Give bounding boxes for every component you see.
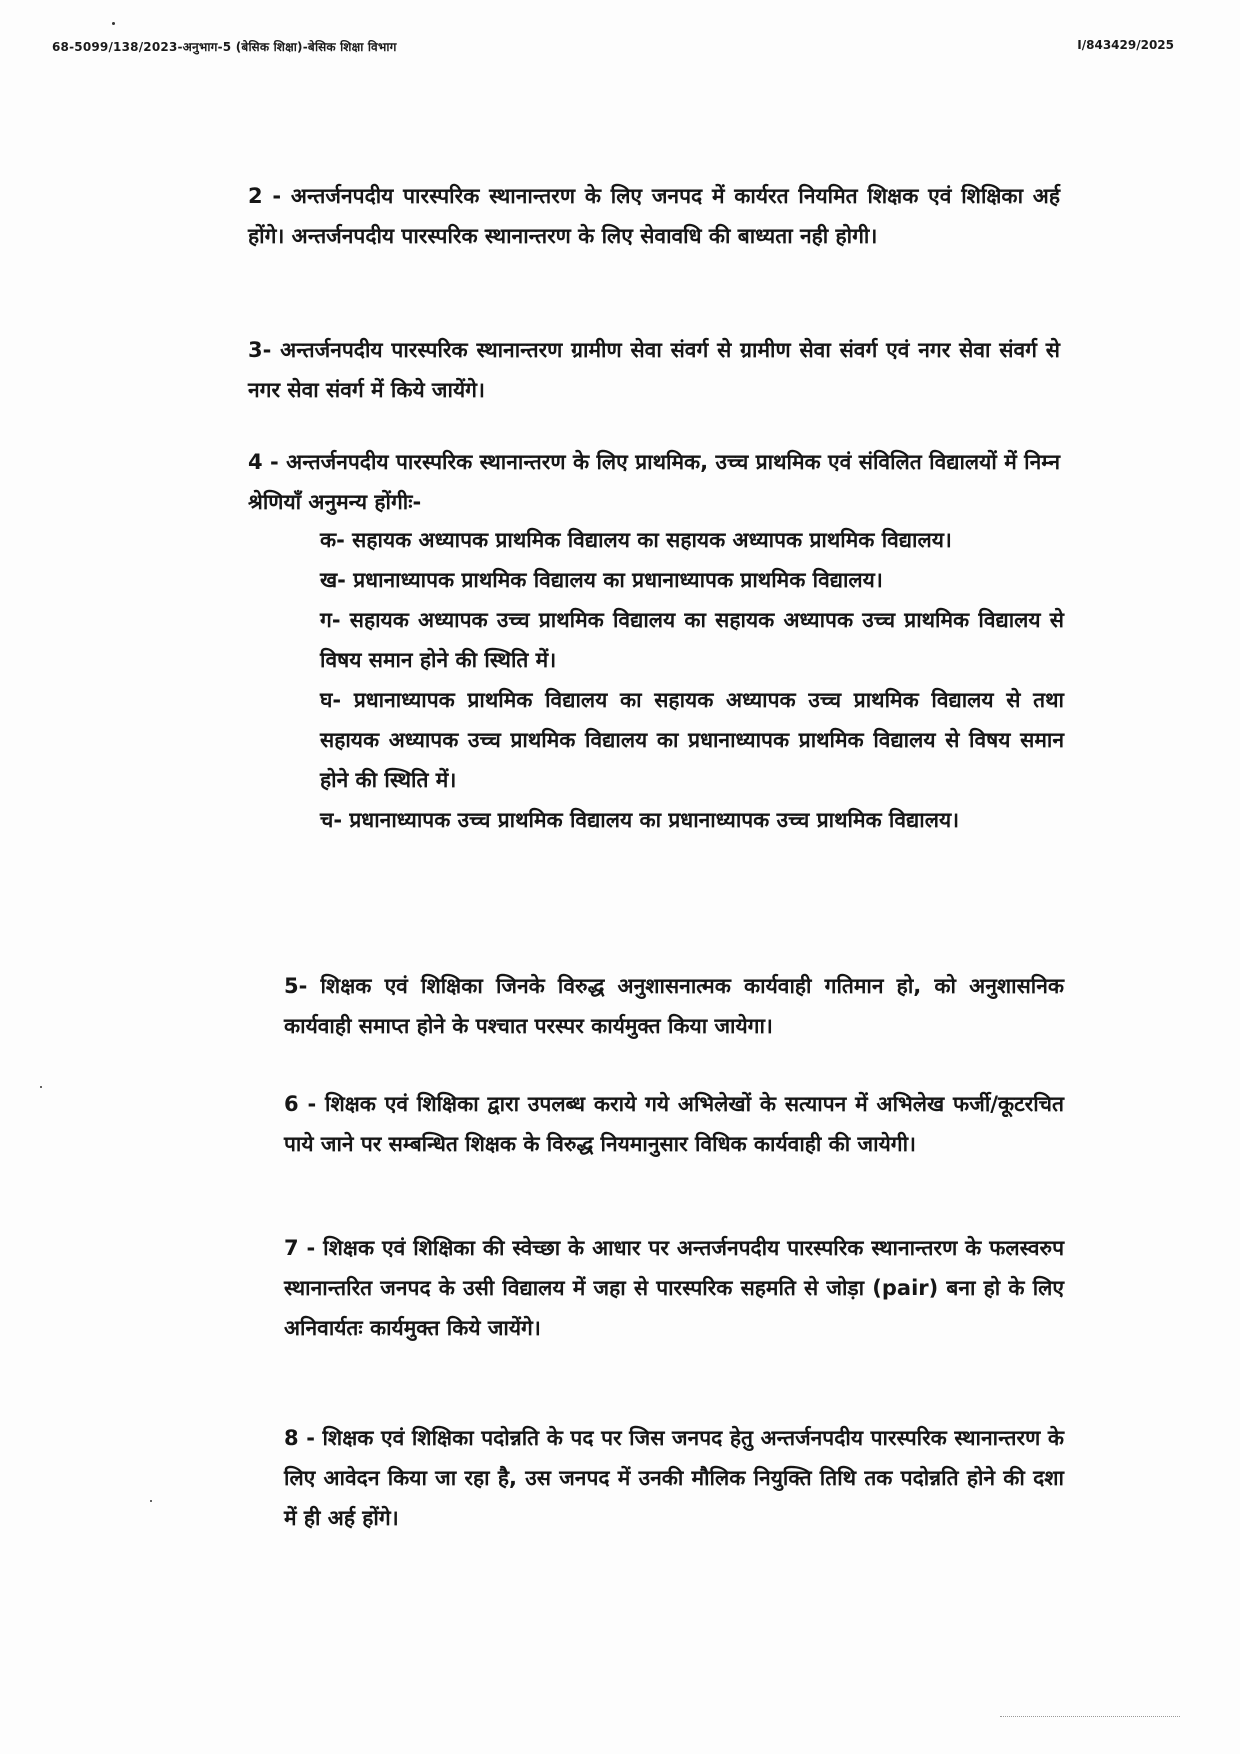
paragraph-8: [284, 1418, 1064, 1538]
scan-speck: [40, 1086, 42, 1088]
paragraph-3: [248, 330, 1060, 410]
paragraph-4-text: 4 - अन्तर्जनपदीय पारस्परिक स्थानान्तरण के लिए प्राथमिक, उच्च प्राथमिक एवं संविलित विद्यालयों में निम्न श्रेणियाँ अनुमन्य होंगीः-: [248, 450, 1060, 514]
scan-edge-mark: [1000, 1716, 1180, 1718]
paragraph-7: [284, 1228, 1064, 1348]
paragraph-5-text: 5- शिक्षक एवं शिक्षिका जिनके विरुद्ध अनुशासनात्मक कार्यवाही गतिमान हो, को अनुशासनिक कार्यवाही समाप्त होने के पश्चात परस्पर कार्यमुक्त किया जायेगा।: [284, 974, 1064, 1038]
category-item-ka: क- सहायक अध्यापक प्राथमिक विद्यालय का सहायक अध्यापक प्राथमिक विद्यालय।: [320, 528, 952, 552]
paragraph-7-text: 7 - शिक्षक एवं शिक्षिका की स्वेच्छा के आधार पर अन्तर्जनपदीय पारस्परिक स्थानान्तरण के फलस्वरुप स्थानान्तरित जनपद के उसी विद्यालय में जहा से पारस्परिक सहमति से जोड़ा (pair) बना हो के लिए अनिवार्यतः कार्यमुक्त किये जायेंगे।: [284, 1236, 1064, 1340]
paragraph-3-text: 3- अन्तर्जनपदीय पारस्परिक स्थानान्तरण ग्रामीण सेवा संवर्ग से ग्रामीण सेवा संवर्ग एवं नगर सेवा संवर्ग से नगर सेवा संवर्ग में किये जायेंगे।: [248, 338, 1060, 402]
document-number-header: I/843429/2025: [1077, 38, 1174, 52]
file-reference-header: 68-5099/138/2023-अनुभाग-5 (बेसिक शिक्षा)-बेसिक शिक्षा विभाग: [52, 40, 397, 54]
paragraph-2: [248, 176, 1060, 256]
paragraph-2-text: 2 - अन्तर्जनपदीय पारस्परिक स्थानान्तरण के लिए जनपद में कार्यरत नियमित शिक्षक एवं शिक्षिका अर्ह होंगे। अन्तर्जनपदीय पारस्परिक स्थानान्तरण के लिए सेवावधि की बाध्यता नही होगी।: [248, 184, 1060, 248]
category-item-gha: घ- प्रधानाध्यापक प्राथमिक विद्यालय का सहायक अध्यापक उच्च प्राथमिक विद्यालय से तथा सहायक अध्यापक उच्च प्राथमिक विद्यालय का प्रधानाध्यापक प्राथमिक विद्यालय से विषय समान होने की स्थिति में।: [320, 688, 1064, 792]
category-item-ga: ग- सहायक अध्यापक उच्च प्राथमिक विद्यालय का सहायक अध्यापक उच्च प्राथमिक विद्यालय से विषय समान होने की स्थिति में।: [320, 608, 1064, 672]
category-item-cha: च- प्रधानाध्यापक उच्च प्राथमिक विद्यालय का प्रधानाध्यापक उच्च प्राथमिक विद्यालय।: [320, 808, 960, 832]
scan-speck: [112, 22, 115, 25]
paragraph-5: [284, 966, 1064, 1046]
paragraph-6: [284, 1084, 1064, 1164]
paragraph-4-category-list: [320, 520, 1064, 840]
paragraph-4: [248, 442, 1060, 522]
paragraph-8-text: 8 - शिक्षक एवं शिक्षिका पदोन्नति के पद पर जिस जनपद हेतु अन्तर्जनपदीय पारस्परिक स्थानान्तरण के लिए आवेदन किया जा रहा है, उस जनपद में उनकी मौलिक नियुक्ति तिथि तक पदोन्नति होने की दशा में ही अर्ह होंगे।: [284, 1426, 1064, 1530]
category-item-kha: ख- प्रधानाध्यापक प्राथमिक विद्यालय का प्रधानाध्यापक प्राथमिक विद्यालय।: [320, 568, 883, 592]
paragraph-6-text: 6 - शिक्षक एवं शिक्षिका द्वारा उपलब्ध कराये गये अभिलेखों के सत्यापन में अभिलेख फर्जी/कूटरचित पाये जाने पर सम्बन्धित शिक्षक के विरुद्ध नियमानुसार विधिक कार्यवाही की जायेगी।: [284, 1092, 1064, 1156]
scan-speck: [150, 1500, 152, 1502]
